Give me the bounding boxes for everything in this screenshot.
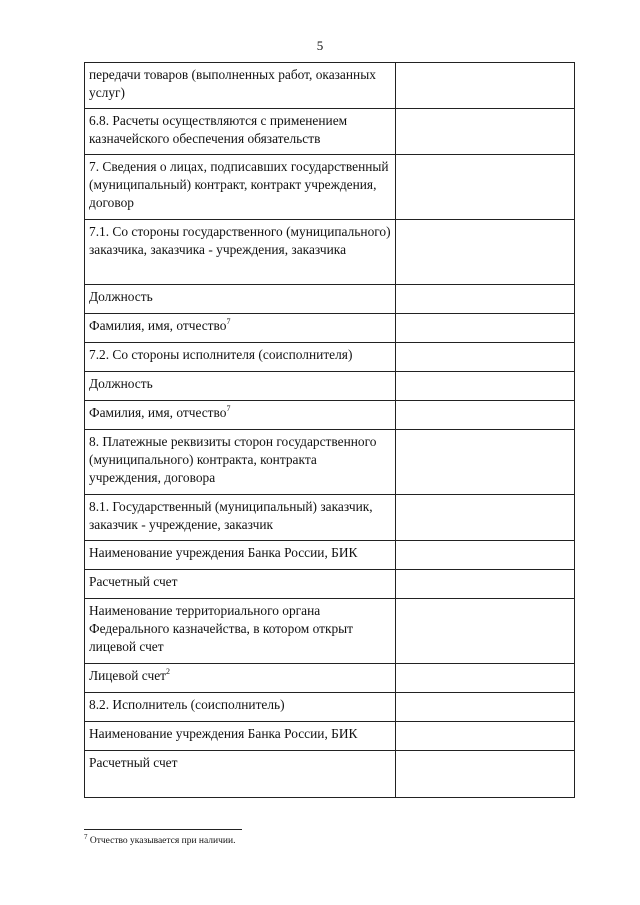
- row-value-cell[interactable]: [396, 599, 575, 664]
- table-row: [85, 401, 575, 430]
- table-row: [85, 63, 575, 109]
- footnote-mark: 7: [226, 317, 231, 326]
- row-value-cell[interactable]: [396, 722, 575, 751]
- row-label: Должность: [85, 285, 396, 314]
- footnote-mark: 7: [226, 404, 231, 413]
- row-label: 7. Сведения о лицах, подписавших государственный (муниципальный) контракт, контракт учреждения, договор: [85, 155, 396, 220]
- row-label: 8. Платежные реквизиты сторон государственного (муниципального) контракта, контракта учреждения, договора: [85, 430, 396, 495]
- row-value-cell[interactable]: [396, 430, 575, 495]
- row-value-cell[interactable]: [396, 372, 575, 401]
- row-label: Наименование учреждения Банка России, БИК: [85, 722, 396, 751]
- row-value-cell[interactable]: [396, 220, 575, 285]
- footnote-divider: [84, 829, 242, 830]
- row-value-cell[interactable]: [396, 495, 575, 541]
- row-label: 7.1. Со стороны государственного (муниципального) заказчика, заказчика - учреждения, заказчика: [85, 220, 396, 285]
- row-label: 7.2. Со стороны исполнителя (соисполнителя): [85, 343, 396, 372]
- page-number: 5: [316, 38, 324, 53]
- row-label: 8.2. Исполнитель (соисполнитель): [85, 693, 396, 722]
- table-row: [85, 430, 575, 495]
- row-label: передачи товаров (выполненных работ, оказанных услуг): [85, 63, 396, 109]
- row-value-cell[interactable]: [396, 664, 575, 693]
- footnote-number: 7: [84, 833, 88, 841]
- footnote-mark: 2: [166, 667, 171, 676]
- row-value-cell[interactable]: [396, 693, 575, 722]
- table-row: [85, 314, 575, 343]
- row-label: Фамилия, имя, отчество$^7$: [85, 401, 396, 430]
- row-label: Наименование территориального органа Федерального казначейства, в котором открыт лицевой счет: [85, 599, 396, 664]
- table-row: [85, 495, 575, 541]
- row-label: Должность: [85, 372, 396, 401]
- table-row: [85, 285, 575, 314]
- row-value-cell[interactable]: [396, 314, 575, 343]
- row-value-cell[interactable]: [396, 343, 575, 372]
- row-label: Расчетный счет: [85, 751, 396, 798]
- row-label: 8.1. Государственный (муниципальный) заказчик, заказчик - учреждение, заказчик: [85, 495, 396, 541]
- table-row: [85, 599, 575, 664]
- row-value-cell[interactable]: [396, 751, 575, 798]
- table-row: [85, 343, 575, 372]
- row-value-cell[interactable]: [396, 109, 575, 155]
- table-row: [85, 751, 575, 798]
- table-row: [85, 372, 575, 401]
- row-value-cell[interactable]: [396, 63, 575, 109]
- table-row: [85, 541, 575, 570]
- table-row: [85, 155, 575, 220]
- row-label: 6.8. Расчеты осуществляются с применением казначейского обеспечения обязательств: [85, 109, 396, 155]
- row-value-cell[interactable]: [396, 401, 575, 430]
- row-value-cell[interactable]: [396, 570, 575, 599]
- table-row: [85, 664, 575, 693]
- footnote-text: Отчество указывается при наличии.: [89, 836, 236, 846]
- row-value-cell[interactable]: [396, 155, 575, 220]
- row-value-cell[interactable]: [396, 285, 575, 314]
- contract-details-table: [84, 62, 575, 798]
- table-row: [85, 693, 575, 722]
- row-label: Фамилия, имя, отчество$^7$: [85, 314, 396, 343]
- row-label: Расчетный счет: [85, 570, 396, 599]
- row-value-cell[interactable]: [396, 541, 575, 570]
- footnote: [84, 833, 236, 846]
- row-label: Наименование учреждения Банка России, БИК: [85, 541, 396, 570]
- table-row: [85, 722, 575, 751]
- table-row: [85, 109, 575, 155]
- table-row: [85, 570, 575, 599]
- row-label: Лицевой счет$^2$: [85, 664, 396, 693]
- table-row: [85, 220, 575, 285]
